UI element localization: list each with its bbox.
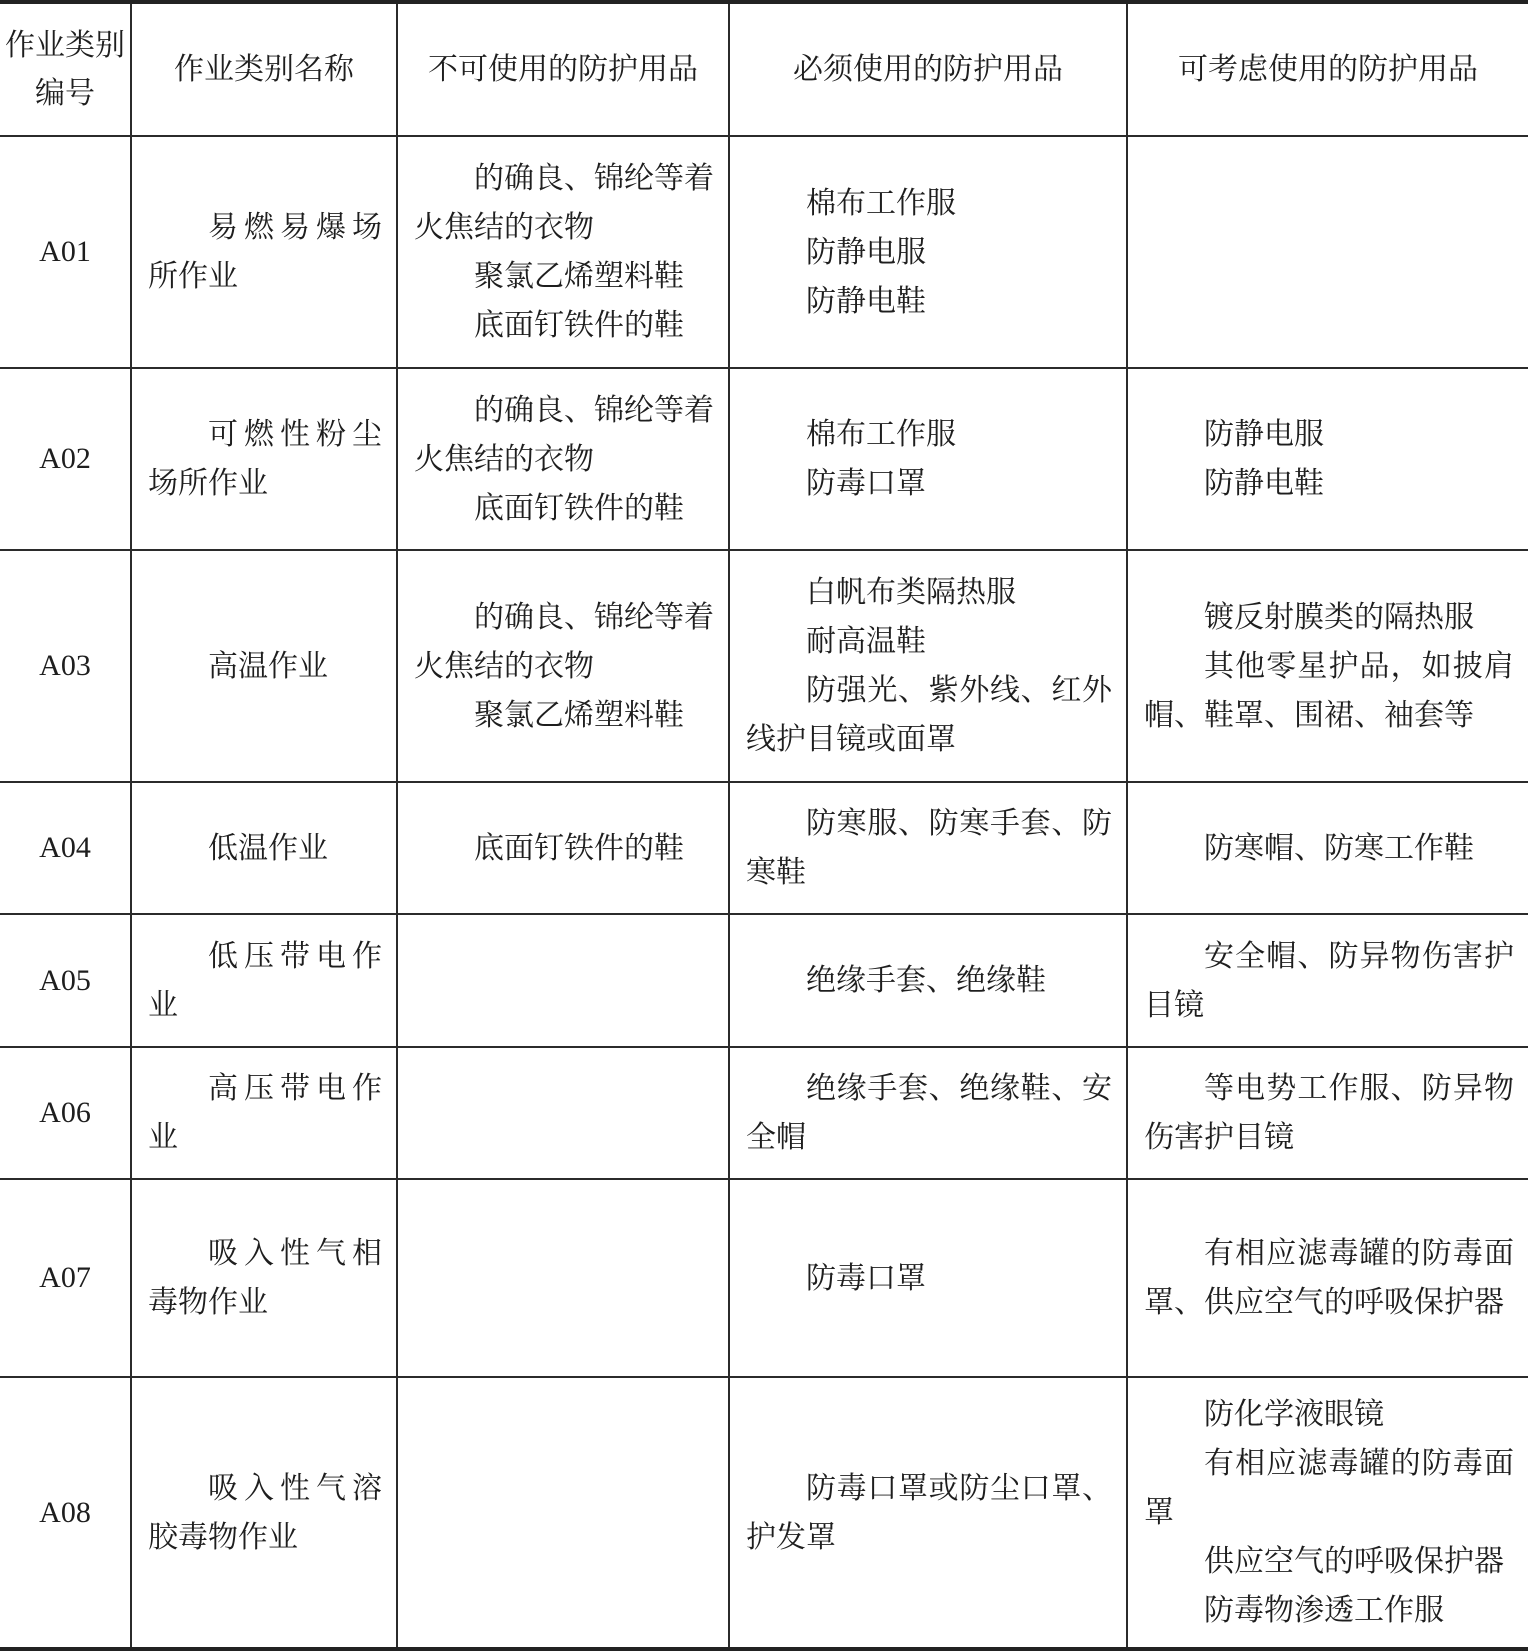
header-category-name: 作业类别名称: [131, 2, 397, 136]
optional-ppe-item: 其他零星护品，如披肩帽、鞋罩、围裙、袖套等: [1144, 648, 1514, 733]
optional-ppe-cell: [1127, 782, 1528, 914]
optional-ppe-item: 有相应滤毒罐的防毒面罩: [1144, 1446, 1514, 1530]
category-name-text: 吸入性气相毒物作业: [148, 1236, 382, 1320]
table-row: [0, 1377, 1528, 1649]
required-ppe-item: 耐高温鞋: [806, 624, 926, 659]
required-ppe-item: 绝缘手套、绝缘鞋: [806, 963, 1046, 998]
header-row: [0, 2, 1528, 136]
category-code: A05: [0, 914, 131, 1047]
required-ppe-cell: [729, 1047, 1127, 1179]
required-ppe-item: 防静电服: [806, 234, 926, 270]
prohibited-ppe-cell: [397, 1377, 729, 1649]
optional-ppe-item: 有相应滤毒罐的防毒面罩、供应空气的呼吸保护器: [1144, 1236, 1514, 1320]
prohibited-ppe-item: 聚氯乙烯塑料鞋: [474, 259, 684, 294]
required-ppe-cell: [729, 782, 1127, 914]
category-name-text: 高压带电作业: [148, 1071, 382, 1155]
header-required-ppe: 必须使用的防护用品: [729, 2, 1127, 136]
category-name-text: 低温作业: [208, 830, 328, 866]
prohibited-ppe-item: 聚氯乙烯塑料鞋: [474, 697, 684, 733]
optional-ppe-cell: [1127, 914, 1528, 1047]
prohibited-ppe-item: 的确良、锦纶等着火焦结的衣物: [414, 161, 714, 245]
category-name: [131, 1179, 397, 1377]
category-name-text: 易燃易爆场所作业: [148, 210, 382, 294]
optional-ppe-item: 防毒物渗透工作服: [1204, 1593, 1444, 1628]
required-ppe-item: 绝缘手套、绝缘鞋、安全帽: [746, 1071, 1112, 1155]
required-ppe-cell: [729, 1179, 1127, 1377]
optional-ppe-cell: [1127, 136, 1528, 368]
optional-ppe-cell: [1127, 1179, 1528, 1377]
required-ppe-item: 白帆布类隔热服: [806, 575, 1016, 610]
category-code: A01: [0, 136, 131, 368]
category-name: [131, 782, 397, 914]
prohibited-ppe-cell: [397, 1047, 729, 1179]
optional-ppe-item: 防静电服: [1204, 417, 1324, 452]
table-row: [0, 136, 1528, 368]
category-name: [131, 368, 397, 550]
category-code: A08: [0, 1377, 131, 1649]
table-header: [0, 2, 1528, 136]
required-ppe-item: 棉布工作服: [806, 185, 956, 221]
category-name-text: 高温作业: [208, 648, 328, 684]
required-ppe-item: 防强光、紫外线、红外线护目镜或面罩: [746, 673, 1112, 757]
category-code: A04: [0, 782, 131, 914]
required-ppe-item: 防静电鞋: [806, 283, 926, 319]
category-code: A06: [0, 1047, 131, 1179]
prohibited-ppe-cell: [397, 136, 729, 368]
category-code: A03: [0, 550, 131, 782]
category-name: [131, 1047, 397, 1179]
optional-ppe-item: 防化学液眼镜: [1204, 1397, 1384, 1432]
required-ppe-cell: [729, 550, 1127, 782]
prohibited-ppe-cell: [397, 550, 729, 782]
header-category-id: 作业类别编号: [0, 2, 131, 136]
table-row: [0, 1179, 1528, 1377]
prohibited-ppe-cell: [397, 368, 729, 550]
category-code: A07: [0, 1179, 131, 1377]
prohibited-ppe-item: 底面钉铁件的鞋: [474, 830, 684, 866]
table-row: [0, 914, 1528, 1047]
table-body: [0, 136, 1528, 1649]
table-row: [0, 1047, 1528, 1179]
table-row: [0, 782, 1528, 914]
prohibited-ppe-cell: [397, 782, 729, 914]
prohibited-ppe-item: 的确良、锦纶等着火焦结的衣物: [414, 392, 714, 477]
category-name: [131, 1377, 397, 1649]
required-ppe-item: 棉布工作服: [806, 417, 956, 452]
required-ppe-cell: [729, 368, 1127, 550]
prohibited-ppe-item: 的确良、锦纶等着火焦结的衣物: [414, 599, 714, 684]
category-name-text: 低压带电作业: [148, 938, 382, 1023]
optional-ppe-cell: [1127, 1047, 1528, 1179]
required-ppe-item: 防寒服、防寒手套、防寒鞋: [746, 806, 1112, 890]
optional-ppe-cell: [1127, 550, 1528, 782]
optional-ppe-cell: [1127, 368, 1528, 550]
optional-ppe-item: 供应空气的呼吸保护器: [1204, 1544, 1504, 1579]
required-ppe-item: 防毒口罩: [806, 1260, 926, 1296]
table-row: [0, 550, 1528, 782]
table-row: [0, 368, 1528, 550]
prohibited-ppe-item: 底面钉铁件的鞋: [474, 308, 684, 343]
optional-ppe-item: 镀反射膜类的隔热服: [1204, 599, 1474, 635]
required-ppe-cell: [729, 136, 1127, 368]
prohibited-ppe-cell: [397, 914, 729, 1047]
prohibited-ppe-item: 底面钉铁件的鞋: [474, 490, 684, 526]
header-prohibited-ppe: 不可使用的防护用品: [397, 2, 729, 136]
category-name: [131, 914, 397, 1047]
category-name-text: 可燃性粉尘场所作业: [148, 417, 382, 501]
required-ppe-cell: [729, 914, 1127, 1047]
category-code: A02: [0, 368, 131, 550]
category-name-text: 吸入性气溶胶毒物作业: [148, 1470, 382, 1555]
optional-ppe-item: 防寒帽、防寒工作鞋: [1204, 830, 1474, 866]
required-ppe-item: 防毒口罩: [806, 466, 926, 501]
optional-ppe-item: 防静电鞋: [1204, 466, 1324, 501]
category-name: [131, 136, 397, 368]
prohibited-ppe-cell: [397, 1179, 729, 1377]
optional-ppe-item: 安全帽、防异物伤害护目镜: [1144, 938, 1514, 1023]
optional-ppe-cell: [1127, 1377, 1528, 1649]
header-optional-ppe: 可考虑使用的防护用品: [1127, 2, 1528, 136]
required-ppe-cell: [729, 1377, 1127, 1649]
category-name: [131, 550, 397, 782]
required-ppe-item: 防毒口罩或防尘口罩、护发罩: [746, 1470, 1112, 1555]
optional-ppe-item: 等电势工作服、防异物伤害护目镜: [1144, 1071, 1514, 1155]
